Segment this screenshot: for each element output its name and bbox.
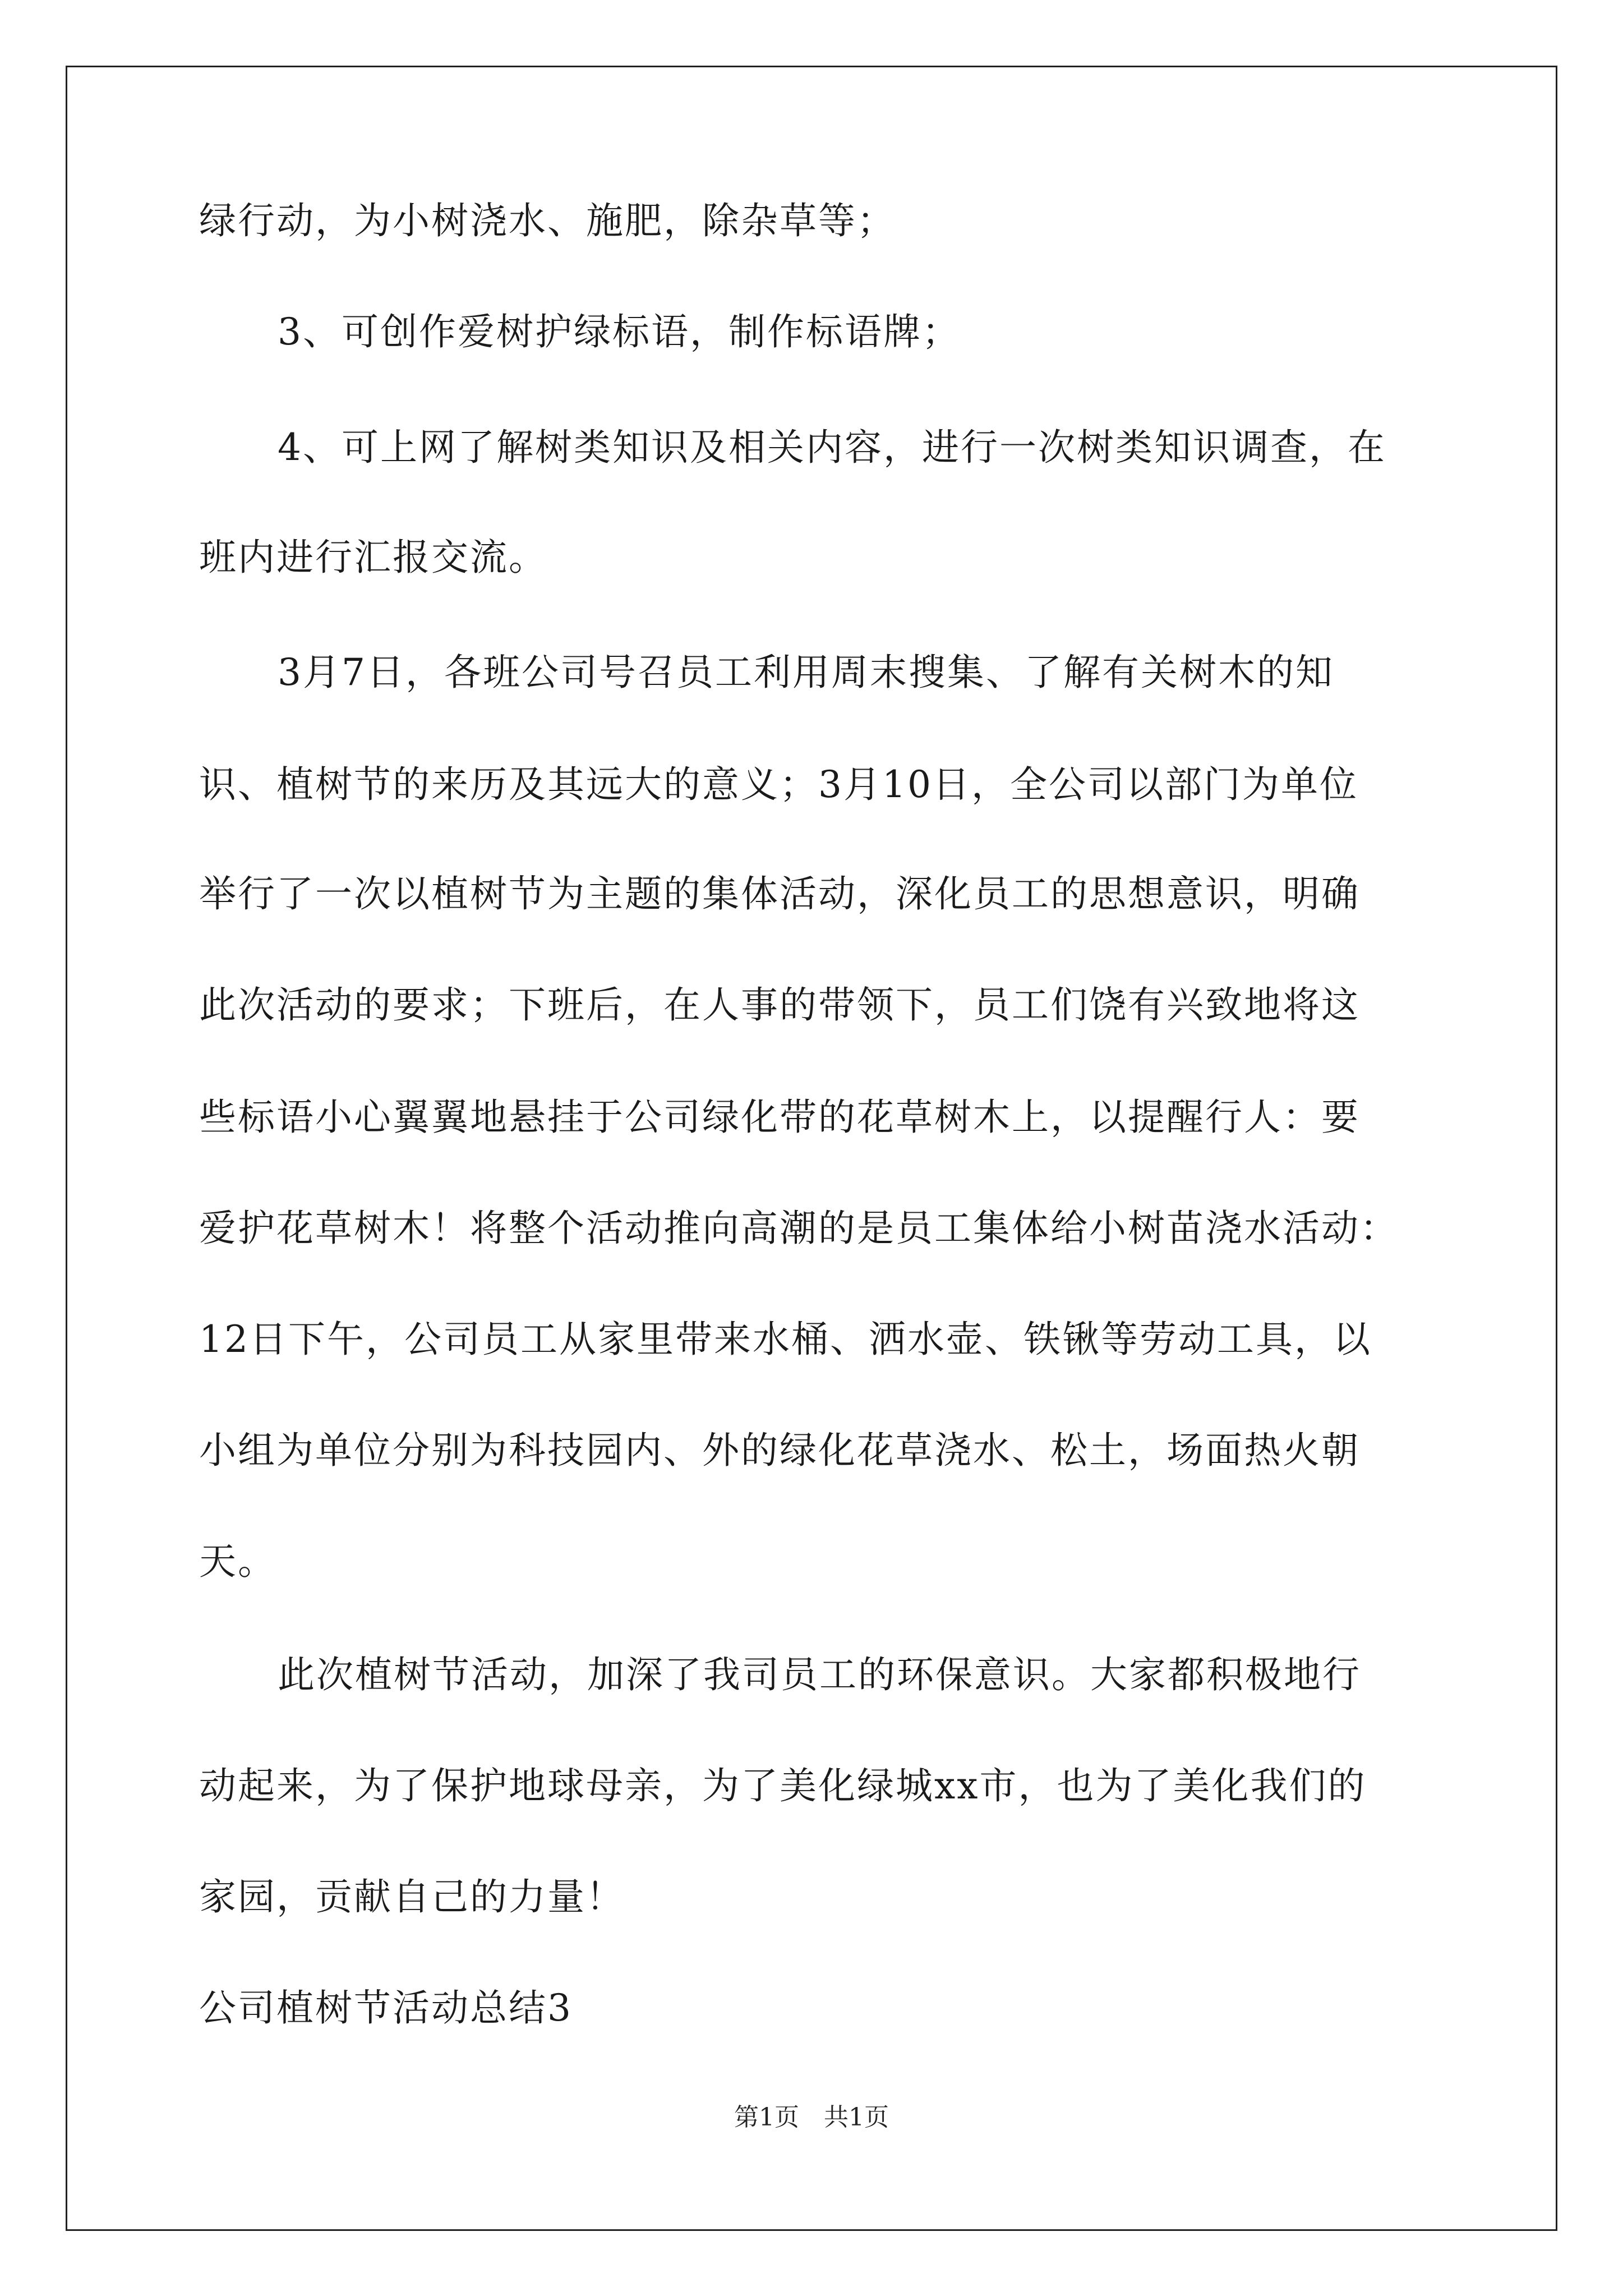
section-heading: 公司植树节活动总结3 (199, 1986, 573, 2030)
text-line-12: 小组为单位分别为科技园内、外的绿化花草浇水、松土，场面热火朝 (199, 1429, 1360, 1472)
text-line-6: 识、植树节的来历及其远大的意义；3月10日，全公司以部门为单位 (199, 763, 1358, 806)
text-line-11: 12日下午，公司员工从家里带来水桶、洒水壶、铁锹等劳动工具，以 (199, 1318, 1372, 1361)
text-line-10: 爱护花草树木！将整个活动推向高潮的是员工集体给小树苗浇水活动： (199, 1207, 1399, 1250)
text-line-4: 班内进行汇报交流。 (199, 536, 547, 579)
text-line-13: 天。 (199, 1540, 276, 1583)
text-line-14: 此次植树节活动，加深了我司员工的环保意识。大家都积极地行 (278, 1653, 1361, 1696)
text-line-5: 3月7日，各班公司号召员工利用周末搜集、了解有关树木的知 (278, 651, 1334, 694)
page-footer: 第1页 共1页 (734, 2103, 889, 2132)
text-line-2: 3、可创作爱树护绿标语，制作标语牌； (278, 310, 961, 353)
text-line-15: 动起来，为了保护地球母亲，为了美化绿城xx市，也为了美化我们的 (199, 1764, 1367, 1807)
text-line-8: 此次活动的要求；下班后，在人事的带领下，员工们饶有兴致地将这 (199, 983, 1360, 1027)
text-line-1: 绿行动，为小树浇水、施肥，除杂草等； (199, 199, 896, 242)
text-line-16: 家园，贡献自己的力量！ (199, 1875, 625, 1918)
text-line-7: 举行了一次以植树节为主题的集体活动，深化员工的思想意识，明确 (199, 872, 1360, 915)
text-line-3: 4、可上网了解树类知识及相关内容，进行一次树类知识调查，在 (278, 426, 1386, 469)
text-line-9: 些标语小心翼翼地悬挂于公司绿化带的花草树木上，以提醒行人：要 (199, 1096, 1360, 1139)
